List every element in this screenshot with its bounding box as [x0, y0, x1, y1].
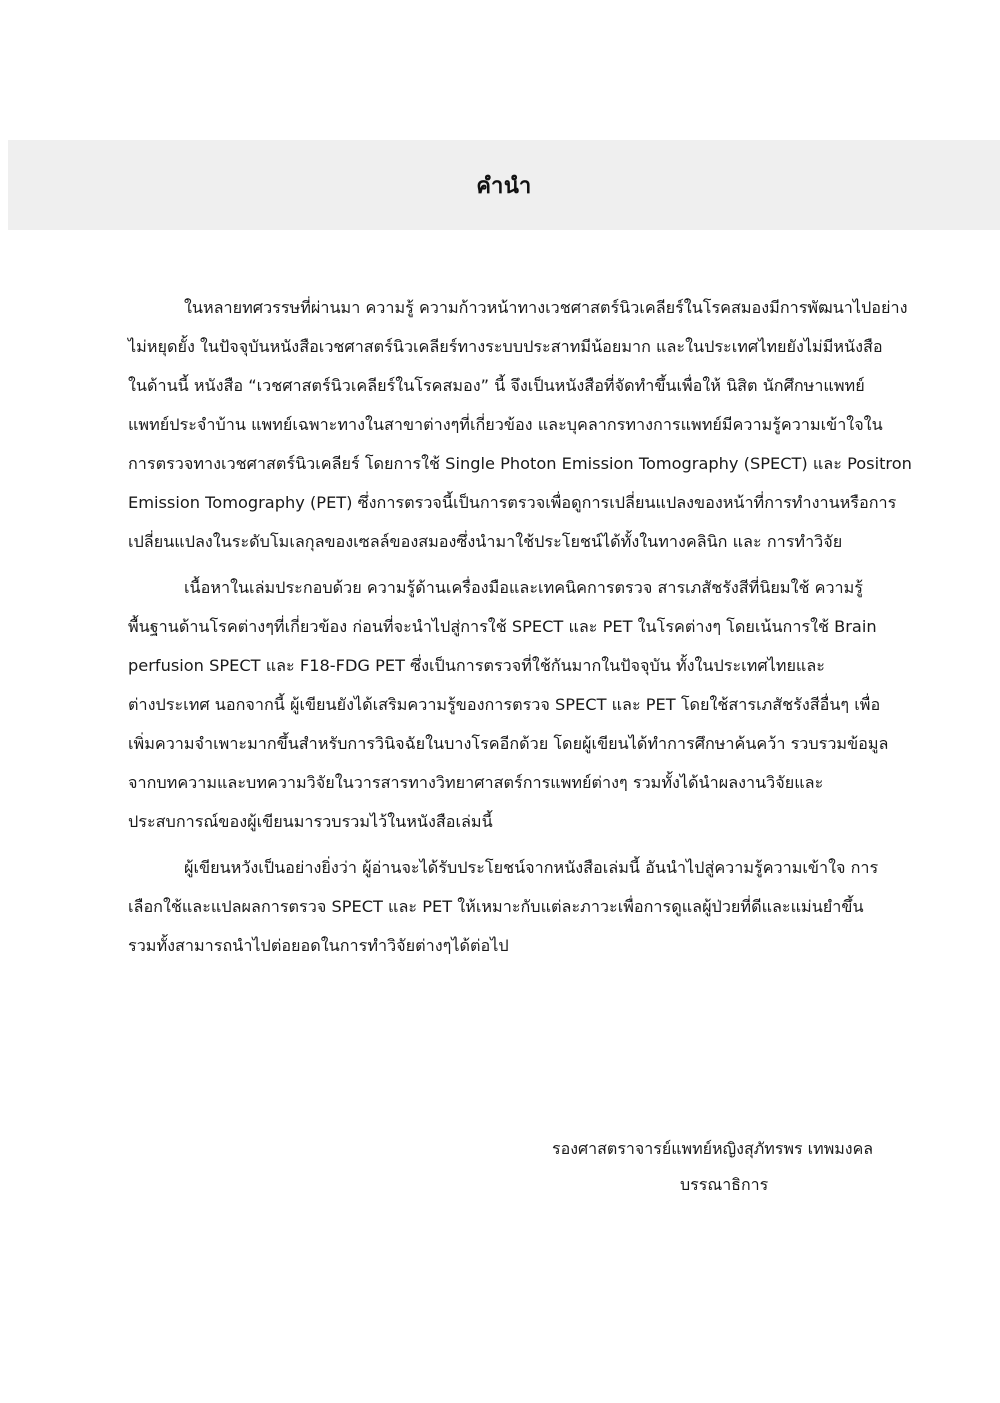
- paragraph-1: [128, 288, 912, 561]
- text-line: เลือกใช้และแปลผลการตรวจ SPECT และ PET ให้เหมาะกับแต่ละภาวะเพื่อการดูแลผู้ป่วยที่ดีและแม่นยำขึ้น: [128, 897, 864, 916]
- text-line: ประสบการณ์ของผู้เขียนมารวบรวมไว้ในหนังสือเล่มนี้: [128, 812, 493, 831]
- text-line: เนื้อหาในเล่มประกอบด้วย ความรู้ด้านเครื่องมือและเทคนิคการตรวจ สารเภสัชรังสีที่นิยมใช้ ความรู้: [184, 578, 863, 597]
- text-line: ไม่หยุดยั้ง ในปัจจุบันหนังสือเวชศาสตร์นิวเคลียร์ทางระบบประสาทมีน้อยมาก และในประเทศไทยยังไม่มีหนังสือ: [128, 337, 883, 356]
- author-role: บรรณาธิการ: [680, 1175, 769, 1194]
- author-name: รองศาสตราจารย์แพทย์หญิงสุภัทรพร เทพมงคล: [552, 1139, 874, 1158]
- text-line: ในด้านนี้ หนังสือ “เวชศาสตร์นิวเคลียร์ในโรคสมอง” นี้ จึงเป็นหนังสือที่จัดทำขึ้นเพื่อให้ นิสิต นักศึกษาแพทย์: [128, 376, 865, 395]
- text-line: perfusion SPECT และ F18-FDG PET ซึ่งเป็นการตรวจที่ใช้กันมากในปัจจุบัน ทั้งในประเทศไทยและ: [128, 656, 825, 675]
- page-title: คำนำ: [476, 173, 532, 199]
- text-line: เปลี่ยนแปลงในระดับโมเลกุลของเซลล์ของสมองซึ่งนำมาใช้ประโยชน์ได้ทั้งในทางคลินิก และ การทำวิจัย: [128, 532, 843, 551]
- paragraph-2: [128, 568, 896, 841]
- text-line: แพทย์ประจำบ้าน แพทย์เฉพาะทางในสาขาต่างๆที่เกี่ยวข้อง และบุคลากรทางการแพทย์มีความรู้ความเข้าใจใน: [128, 415, 883, 434]
- text-line: เพิ่มความจำเพาะมากขึ้นสำหรับการวินิจฉัยในบางโรคอีกด้วย โดยผู้เขียนได้ทำการศึกษาค้นคว้า รวบรวมข้อมูล: [128, 734, 889, 753]
- title-band: [8, 140, 1000, 230]
- text-line: พื้นฐานด้านโรคต่างๆที่เกี่ยวข้อง ก่อนที่จะนำไปสู่การใช้ SPECT และ PET ในโรคต่างๆ โดยเน้นการใช้ Brain: [128, 617, 877, 636]
- preface-body: [128, 288, 912, 965]
- text-line: ในหลายทศวรรษที่ผ่านมา ความรู้ ความก้าวหน้าทางเวชศาสตร์นิวเคลียร์ในโรคสมองมีการพัฒนาไปอย่าง: [184, 298, 908, 317]
- text-line: การตรวจทางเวชศาสตร์นิวเคลียร์ โดยการใช้ Single Photon Emission Tomography (SPECT) และ Positron: [128, 454, 912, 473]
- text-line: ต่างประเทศ นอกจากนี้ ผู้เขียนยังได้เสริมความรู้ของการตรวจ SPECT และ PET โดยใช้สารเภสัชรังสีอื่นๆ เพื่อ: [128, 695, 881, 714]
- text-line: จากบทความและบทความวิจัยในวารสารทางวิทยาศาสตร์การแพทย์ต่างๆ รวมทั้งได้นำผลงานวิจัยและ: [128, 773, 824, 792]
- text-line: ผู้เขียนหวังเป็นอย่างยิ่งว่า ผู้อ่านจะได้รับประโยชน์จากหนังสือเล่มนี้ อันนำไปสู่ความรู้ความเข้าใจ การ: [184, 858, 879, 877]
- text-line: Emission Tomography (PET) ซึ่งการตรวจนี้เป็นการตรวจเพื่อดูการเปลี่ยนแปลงของหน้าที่การทำงานหรือการ: [128, 493, 897, 512]
- text-line: รวมทั้งสามารถนำไปต่อยอดในการทำวิจัยต่างๆได้ต่อไป: [128, 936, 509, 955]
- paragraph-3: [128, 848, 896, 965]
